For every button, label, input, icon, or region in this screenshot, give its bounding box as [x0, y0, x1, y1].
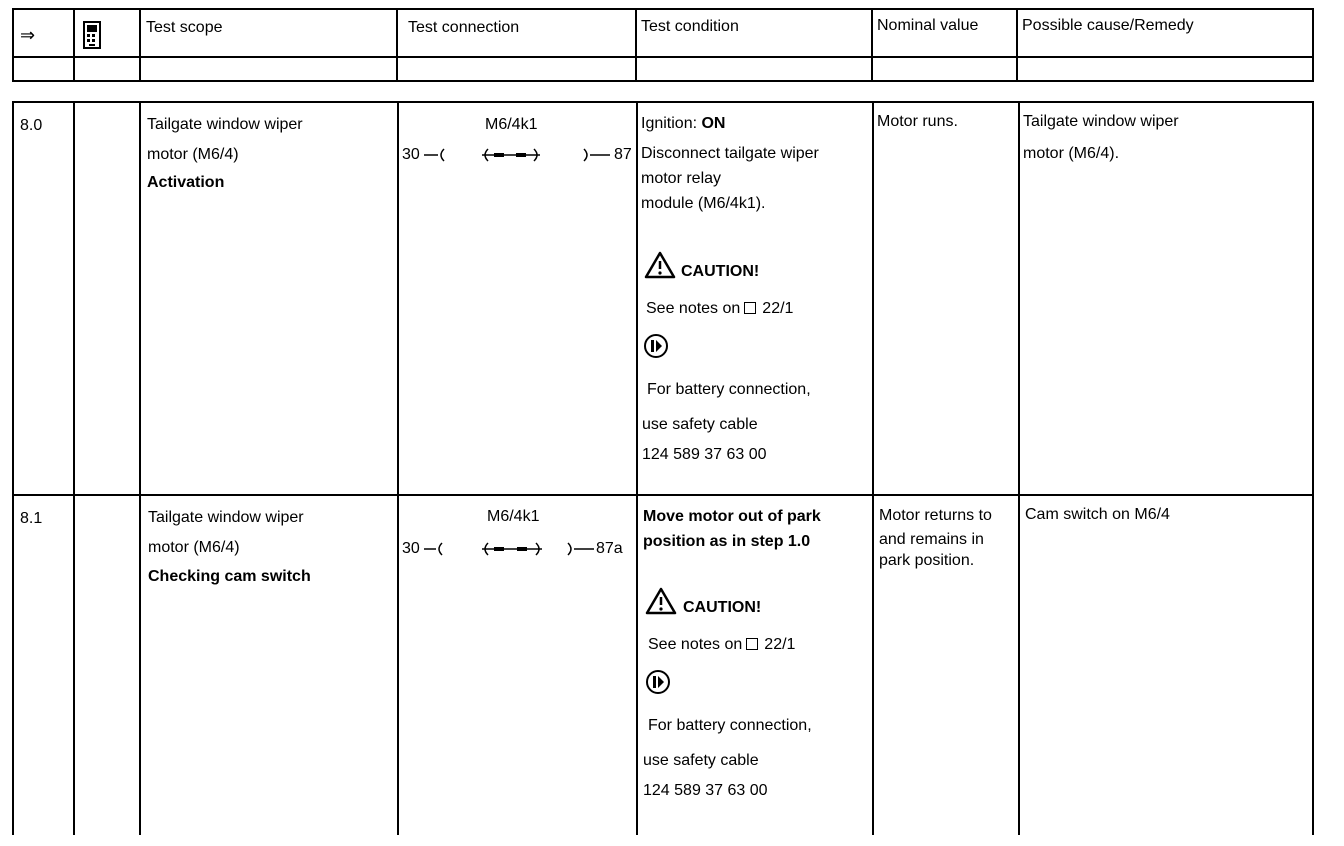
notes-reference: [646, 299, 793, 318]
connection-right-pin: 87: [614, 146, 632, 163]
remedy-line: motor (M6/4).: [1023, 145, 1120, 162]
condition-ignition-label: Ignition:: [641, 115, 702, 132]
test-scope-line: Tailgate window wiper: [147, 116, 303, 133]
nominal-value-line: and remains in: [879, 531, 984, 548]
notes-ref-link[interactable]: 22/1: [764, 636, 796, 653]
condition-line: Move motor out of park: [643, 508, 821, 525]
condition-line: Disconnect tailgate wiper: [641, 145, 819, 162]
connection-right-pin: 87a: [596, 540, 623, 557]
document-square-icon: [744, 302, 756, 314]
part-number: 124 589 37 63 00: [643, 782, 768, 799]
column-header-test-condition: Test condition: [641, 18, 739, 35]
condition-line: motor relay: [641, 170, 722, 187]
column-header-test-scope: Test scope: [146, 19, 223, 36]
notes-prefix: See notes on: [646, 300, 741, 317]
remedy-line: Tailgate window wiper: [1023, 113, 1179, 130]
column-header-test-connection: Test connection: [408, 19, 520, 36]
condition-ignition-value: ON: [701, 115, 726, 132]
test-scope-line: motor (M6/4): [147, 146, 239, 163]
caution-label: CAUTION!: [681, 263, 760, 280]
condition-ignition: [641, 114, 725, 133]
notes-reference: [648, 635, 795, 654]
notes-prefix: See notes on: [648, 636, 743, 653]
step-number: 8.0: [20, 117, 43, 134]
condition-line: position as in step 1.0: [643, 533, 811, 550]
connection-label: M6/4k1: [485, 116, 538, 133]
condition-line: module (M6/4k1).: [641, 195, 766, 212]
note-circle-icon: [642, 333, 670, 364]
notes-ref-link[interactable]: 22/1: [762, 300, 794, 317]
test-scope-title: Activation: [147, 174, 225, 191]
caution-label: CAUTION!: [683, 599, 762, 616]
note-circle-icon: [644, 669, 672, 700]
relay-jumper-diagram: [424, 539, 596, 559]
nominal-value-line: Motor runs.: [877, 113, 958, 130]
arrow-icon: ⇒: [20, 25, 36, 45]
nominal-value-line: park position.: [879, 552, 975, 569]
test-scope-line: motor (M6/4): [148, 539, 240, 556]
safety-cable-note: use safety cable: [642, 416, 758, 433]
nominal-value-line: Motor returns to: [879, 507, 992, 524]
test-scope-title: Checking cam switch: [148, 568, 311, 585]
test-scope-line: Tailgate window wiper: [148, 509, 304, 526]
battery-note: For battery connection,: [647, 381, 811, 398]
connection-label: M6/4k1: [487, 508, 540, 525]
safety-cable-note: use safety cable: [643, 752, 759, 769]
warning-triangle-icon: [644, 251, 676, 284]
tester-device-icon: [80, 20, 104, 55]
warning-triangle-icon: [645, 587, 677, 620]
remedy-line: Cam switch on M6/4: [1025, 506, 1170, 523]
column-header-possible-cause: Possible cause/Remedy: [1022, 17, 1194, 34]
battery-note: For battery connection,: [648, 717, 812, 734]
step-number: 8.1: [20, 510, 43, 527]
connection-left-pin: 30: [402, 540, 420, 557]
column-header-nominal-value: Nominal value: [877, 17, 979, 34]
connection-left-pin: 30: [402, 146, 420, 163]
document-square-icon: [746, 638, 758, 650]
part-number: 124 589 37 63 00: [642, 446, 767, 463]
relay-jumper-diagram: [424, 145, 612, 165]
